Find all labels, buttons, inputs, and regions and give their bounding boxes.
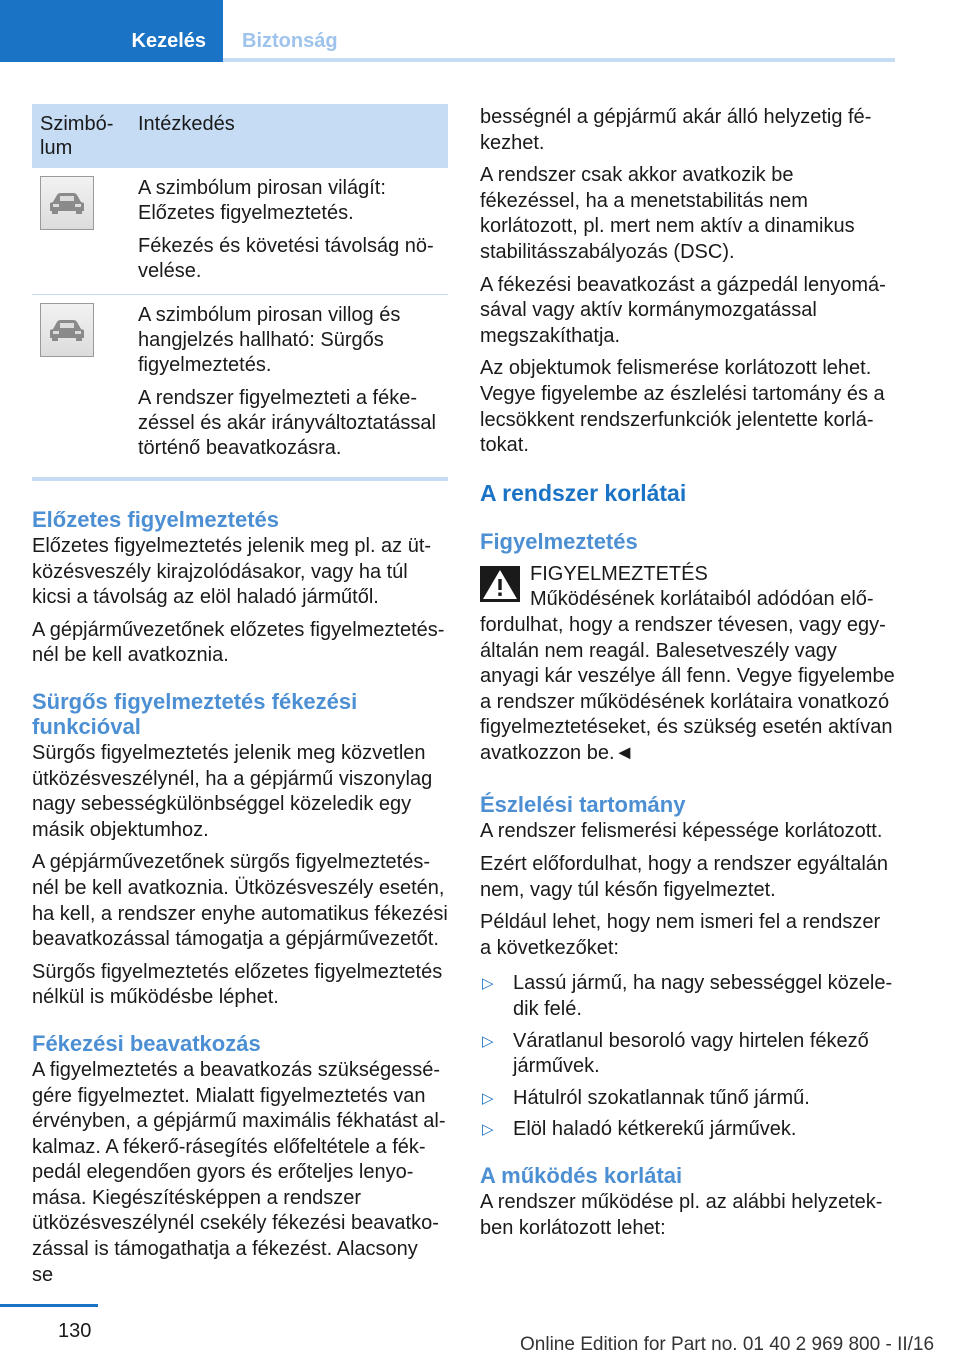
tab-biztonsag[interactable] — [223, 0, 895, 62]
bullet-triangle-icon: ▷ — [482, 1032, 494, 1050]
left-column — [32, 104, 448, 1295]
warning-text — [480, 587, 896, 766]
table-cell-text: Fékezés és követési távolság növelése. — [138, 235, 434, 282]
paragraph: A rendszer működése pl. az alábbi helyzetekben korlátozott lehet: — [480, 1191, 883, 1239]
chapter-title: A rendszer korlátai — [480, 479, 687, 506]
bullet-triangle-icon: ▷ — [482, 1089, 494, 1107]
bullet-triangle-icon: ▷ — [482, 975, 494, 993]
paragraph: A rendszer felismerési képessége korlátozott. — [480, 820, 883, 843]
car-warning-icon — [40, 176, 94, 230]
table-bottom-rule — [32, 477, 448, 481]
footer-rule — [0, 1304, 98, 1307]
paragraph: A rendszer csak akkor avatkozik be fékezéssel, ha a menetstabilitás nem korlátozott, pl. mert nem aktív a dinamikus stabilitásszabályozás (DSC). — [480, 164, 855, 263]
table-row — [32, 168, 448, 295]
warning-label: FIGYELMEZTETÉS — [530, 562, 708, 585]
paragraph: Sürgős figyelmeztetés előzetes figyelmeztetés nélkül is működésbe léphet. — [32, 960, 443, 1009]
section-title: Fékezési beavatkozás — [32, 1030, 261, 1056]
paragraph: Például lehet, hogy nem ismeri fel a rendszer a következőket: — [480, 911, 881, 959]
section-surgos — [32, 689, 448, 1011]
paragraph: A gépjárművezetőnek előzetes figyelmeztetésnél be kell avatkoznia. — [32, 618, 445, 667]
warning-text-body: Működésének korlátaiból adódóan előfordulhat, hogy a rendszer tévesen, vagy egyáltalán nem reagál. Balesetveszély vagy anyagi kár veszélye áll fenn. Vegye figyelembe a rendszer működésének korlátaira vonatkozó figyelmeztetéseket, és szükség esetén aktívan avatkozzon be.◄ — [480, 588, 895, 764]
bullet-triangle-icon: ▷ — [482, 1121, 494, 1139]
list-item — [480, 1117, 896, 1143]
section-fekezesi — [32, 1031, 448, 1288]
warning-block — [480, 562, 896, 588]
tab-underline — [223, 58, 895, 62]
paragraph: Előzetes figyelmeztetés jelenik meg pl. az ütközésveszély kirajzolódásakor, vagy ha túl kicsi a távolság az elöl haladó járműtől. — [32, 535, 432, 609]
section-title: A működés korlátai — [480, 1163, 683, 1188]
section-title: Előzetes figyelmeztetés — [32, 507, 279, 532]
paragraph: bességnél a gépjármű akár álló helyzetig fékezhet. — [480, 106, 872, 154]
list-item — [480, 1086, 896, 1112]
tab-kezeles[interactable] — [0, 0, 223, 62]
tab-biztonsag-label: Biztonság — [242, 30, 338, 52]
tab-kezeles-label: Kezelés — [131, 30, 206, 52]
edition-text: Online Edition for Part no. 01 40 2 969 800 - II/16 — [520, 1334, 935, 1355]
table-cell-text: A szimbólum pirosan villog és hangjelzés hallható: Sürgős figyelmeztetés. — [138, 304, 401, 376]
section-eszlelesi — [480, 792, 896, 1143]
list-item — [480, 971, 896, 1022]
paragraph: A fékezési beavatkozást a gázpedál lenyomásával vagy aktív kormánymozgatással megszakíthatja. — [480, 273, 886, 347]
list-item — [480, 1029, 896, 1080]
warning-triangle-icon — [480, 566, 520, 610]
paragraph: A gépjárművezetőnek sürgős figyelmeztetésnél be kell avatkoznia. Ütközésveszély esetén, ha kell, a rendszer enyhe automatikus fékezési beavatkozással támogatja a gépjárművezetőt. — [32, 851, 448, 951]
paragraph: Az objektumok felismerése korlátozott lehet. Vegye figyelembe az észlelési tartomány és a lecsökkent rendszerfunkciók jelentette korlátokat. — [480, 357, 885, 457]
header-tabbar — [0, 0, 895, 62]
section-title: Sürgős figyelmeztetés fékezési funkcióval — [32, 688, 358, 739]
section-mukodes-korlatai — [480, 1163, 896, 1241]
list-item-text: Hátulról szokatlannak tűnő jármű. — [513, 1086, 810, 1109]
car-warning-icon — [40, 303, 94, 357]
section-elozetes — [32, 507, 448, 669]
table-header-action: Intézkedés — [130, 104, 448, 168]
list-item-text: Lassú jármű, ha nagy sebességgel közeledik felé. — [513, 972, 893, 1021]
symbol-table — [32, 104, 448, 477]
paragraph: A figyelmeztetés a beavatkozás szükségességére figyelmeztet. Mialatt figyelmeztetés van érvényben, a gépjármű maximális fékhatást alkalmaz. A fékerő-rásegítés előfeltétele a fékpedál elegendően gyors és erőteljes lenyomása. Kiegészítésképpen a rendszer ütközésveszélynél csekély fékezési beavatkozással is támogathatja a fékezést. Alacsony se — [32, 1058, 446, 1286]
section-title: Észlelési tartomány — [480, 792, 686, 818]
table-cell-text: A rendszer figyelmezteti a fékezéssel és akár irányváltoztatással történő beavatkozásra. — [138, 387, 436, 459]
table-header-symbol: Szimbólum — [32, 104, 130, 168]
table-row — [32, 295, 448, 478]
section-title: Figyelmeztetés — [480, 528, 638, 554]
page-number: 130 — [58, 1320, 92, 1342]
table-cell-text: A szimbólum pirosan világít: Előzetes figyelmeztetés. — [138, 177, 386, 224]
paragraph: Ezért előfordulhat, hogy a rendszer egyáltalán nem, vagy túl későn figyelmeztet. — [480, 853, 889, 901]
paragraph: Sürgős figyelmeztetés jelenik meg közvetlen ütközésveszélynél, ha a gépjármű viszonylag nagy sebességkülönbséggel közeledik egy másik objektumhoz. — [32, 741, 433, 841]
list-item-text: Váratlanul besoroló vagy hirtelen fékező járművek. — [513, 1029, 869, 1078]
right-column — [480, 105, 896, 1248]
list-item-text: Elöl haladó kétkerekű járművek. — [513, 1118, 797, 1141]
bullet-list — [480, 971, 896, 1143]
